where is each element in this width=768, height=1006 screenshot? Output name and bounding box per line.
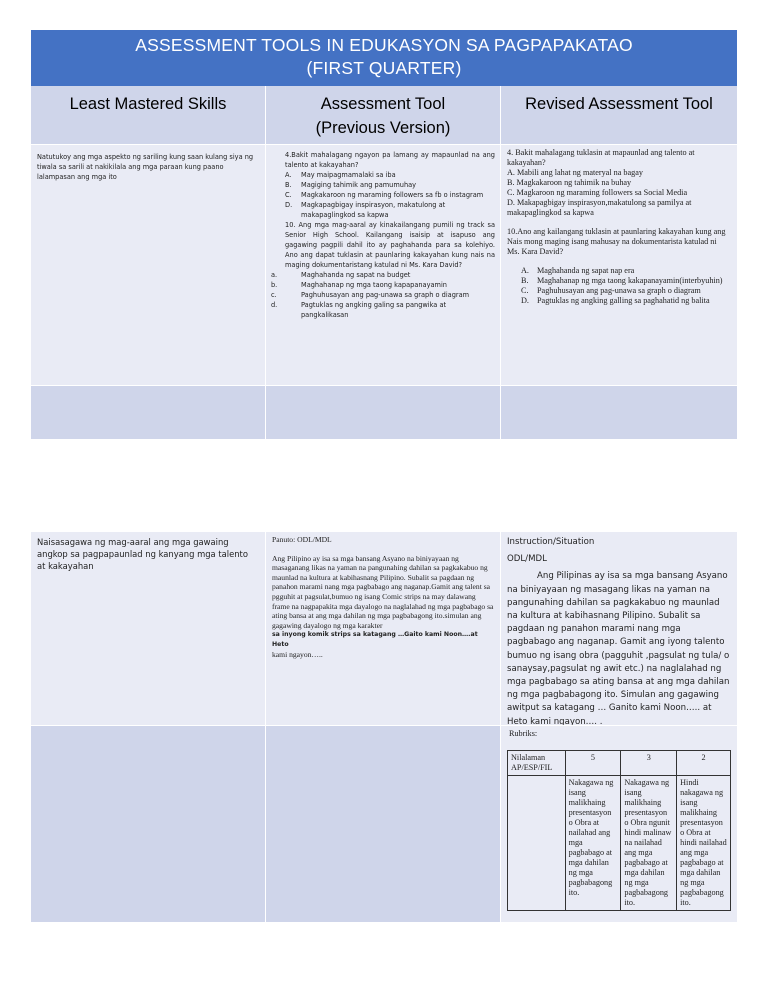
prev-q10-choice: b. Maghahanap ng mga taong kapapanayamin [271, 281, 447, 289]
prev-q10-text: 10. Ang mga mag-aaral ay kinakailangang pumili ng track sa Senior High School. Kailangang isaisip at isapuso ang gagawing pagpili dahil ito ay paghahanda para sa kolehiyo. Ano ang dapat tuklasin at paunlaring kakayahan kung nais na maging dokumentaristang katulad ni Ms. Kara David? [285, 221, 495, 269]
row2-empty-cell-2 [266, 726, 500, 922]
prev-activity-bold: sa inyong komik strips sa katagang …Gaito kami Noon….at Heto [272, 631, 478, 648]
prev-activity-body: Ang Pilipino ay isa sa mga bansang Asyano na biniyayaan ng masaganang likas na yaman na pangunahing dahilan sa pagkakabuo ng maunlad na kultura at kabihasnang Pilipino. Subalit sa pagdaan ng panahon marami nang mga pagbabago ang naganap.Gamit ang talent sa pgguhit at pagsulat,bumuo ng isang Comic strips na may dalawang frame na nagpapakita mga dayalogo na naglalahad ng mga pagbabago sa ating bansa at ang mga dahilan ng mga pagbabagong ito.simulan ang gagawing dayalogo ng mga karakter [272, 553, 494, 630]
rev-q10-choice: D. Pagtuklas ng angking galling sa paghahatid ng balita [521, 296, 710, 305]
title-line-1: ASSESSMENT TOOLS IN EDUKASYON SA PAGPAPAKATAO [135, 35, 633, 55]
prev-panuto: Panuto: ODL/MDL [272, 535, 332, 544]
header-previous-tool [266, 86, 500, 144]
row2-revised-cell [501, 532, 737, 725]
header-col3-text: Revised Assessment Tool [525, 95, 713, 113]
rubric-body-row [508, 776, 731, 911]
rev-instruction-label: Instruction/Situation [507, 537, 595, 547]
prev-q4-choice: C. Magkakaroon ng maraming followers sa fb o instagram [285, 191, 484, 199]
prev-q4-text: 4.Bakit mahalagang ngayon pa lamang ay mapaunlad na ang talento at kakayahan? [285, 151, 495, 169]
row1-empty-cell-3 [501, 386, 737, 439]
prev-q4-choice: D. Magkapagbigay inspirasyon, makatulong at makapaglingkod sa kapwa [285, 201, 446, 219]
prev-q10-choice: c. Paghuhusayan ang pag-unawa sa graph o diagram [271, 291, 470, 299]
prev-q10-choice: d. Pagtuklas ng angking galing sa pangwika at pangkalikasan [271, 301, 447, 319]
rubric-header-row [508, 751, 731, 776]
rev-q4-choice: D. Makapagbigay inspirasyon,makatulong sa pamilya at makapaglingkod sa kapwa [507, 198, 692, 217]
title-line-2: (FIRST QUARTER) [306, 58, 462, 78]
prev-q10-choices [271, 270, 495, 320]
rev-q4-text: 4. Bakit mahalagang tuklasin at mapaunlad ang talento at kakayahan? [507, 148, 695, 167]
rubric-header-score: 2 [677, 751, 731, 776]
header-revised-tool [501, 86, 737, 144]
rev-q4-choice: A. Mabili ang lahat ng materyal na bagay [507, 168, 643, 177]
row1-previous-cell [266, 145, 500, 385]
row2-skill-cell [31, 532, 265, 725]
rev-q10-choice: B. Maghahanap ng mga taong kakapanayamin(interbyuhin) [521, 276, 723, 285]
prev-q10-choice: a. Maghahanda ng sapat na budget [271, 271, 411, 279]
row2-skill-text: Naisasagawa ng mag-aaral ang mga gawaing angkop sa pagpapaunlad ng kanyang mga talento at kakayahan [37, 537, 248, 571]
rev-q10-choice: C. Paghuhusayan ang pag-unawa sa graph o diagram [521, 286, 701, 295]
row1-empty-cell-1 [31, 386, 265, 439]
rev-q4-choice: B. Magkakaroon ng tahimik na buhay [507, 178, 632, 187]
row1-skill-text: Natutukoy ang mga aspekto ng sariling kung saan kulang siya ng tiwala sa sarili at nakikilala ang mga paraan kung paano lalampasan ang mga ito [37, 153, 254, 181]
rubric-cell-2: Hindi nakagawa ng isang malikhaing presentasyon o Obra at hindi nailahad ang mga pagbabago at mga dahilan ng mga pagbabagong ito. [677, 776, 731, 911]
header-col2-line1: Assessment Tool [320, 95, 446, 113]
rubric-header-score: 5 [565, 751, 621, 776]
row2-previous-cell [266, 532, 500, 725]
row2-empty-cell-1 [31, 726, 265, 922]
rev-q10-text: 10.Ano ang kailangang tuklasin at paunlaring kakayahan kung ang Nais mong maging isang mahusay na dokumentarista katulad ni Ms. Kara David? [507, 227, 726, 256]
rev-mode-label: ODL/MDL [507, 554, 547, 565]
rubric-cell [501, 726, 737, 922]
header-col2-line2: (Previous Version) [315, 119, 451, 137]
rev-q10-choices [507, 266, 731, 306]
row1-revised-cell [501, 145, 737, 385]
rev-q10-choice: A. Maghahanda ng sapat nap era [521, 266, 635, 275]
title-bar [31, 30, 737, 86]
rev-q4-choice: C. Magkaroon ng maraming followers sa Social Media [507, 188, 688, 197]
rubric-cell-5: Nakagawa ng isang malikhaing presentasyon o Obra at nailahad ang mga pagbabago at mga dahilan ng mga pagbabagong ito. [565, 776, 621, 911]
prev-q4-choice: B. Magiging tahimik ang pamumuhay [285, 181, 417, 189]
header-col1-text: Least Mastered Skills [69, 95, 227, 113]
prev-q4-choice: A. May maipagmamalaki sa iba [285, 171, 396, 179]
header-least-mastered [31, 86, 265, 144]
row1-skill-cell [31, 145, 265, 385]
rubric-table [507, 750, 731, 911]
prev-activity-end: kami ngayon….. [272, 649, 323, 659]
rubric-header-score: 3 [621, 751, 677, 776]
rev-activity-body: Ang Pilipinas ay isa sa mga bansang Asyano na biniyayaan ng masagang likas na yaman na pangunahing dahilan sa pagkakabuo ng maunlad na kultura at kabihasnang Pilipino. Subalit sa pagdaan ng panahon marami nang mga pagbabago ang naganap. Gamit ang iyong talento bumuo ng isang obra (pagguhit ,pagsulat ng tula/ o sanaysay,pagsulat ng awit etc.) na naglalahad ng mga pagbabago sa ating bansa at ang mga dahilan ng mga pagbabagong ito. Simulan ang gagawing awitput sa katagang … Ganito kami Noon….. at Heto kami ngayon…. . [507, 571, 730, 725]
rubric-cell-3: Nakagawa ng isang malikhaing presentasyon o Obra ngunit hindi malinaw na nailahad ang mga pagbabago at mga dahilan ng mga pagbabagong ito. [621, 776, 677, 911]
rubric-header-criteria: Nilalaman AP/ESP/FIL [508, 751, 566, 776]
prev-q4-choices [271, 170, 495, 220]
row1-empty-cell-2 [266, 386, 500, 439]
rubric-label: Rubriks: [509, 729, 538, 738]
